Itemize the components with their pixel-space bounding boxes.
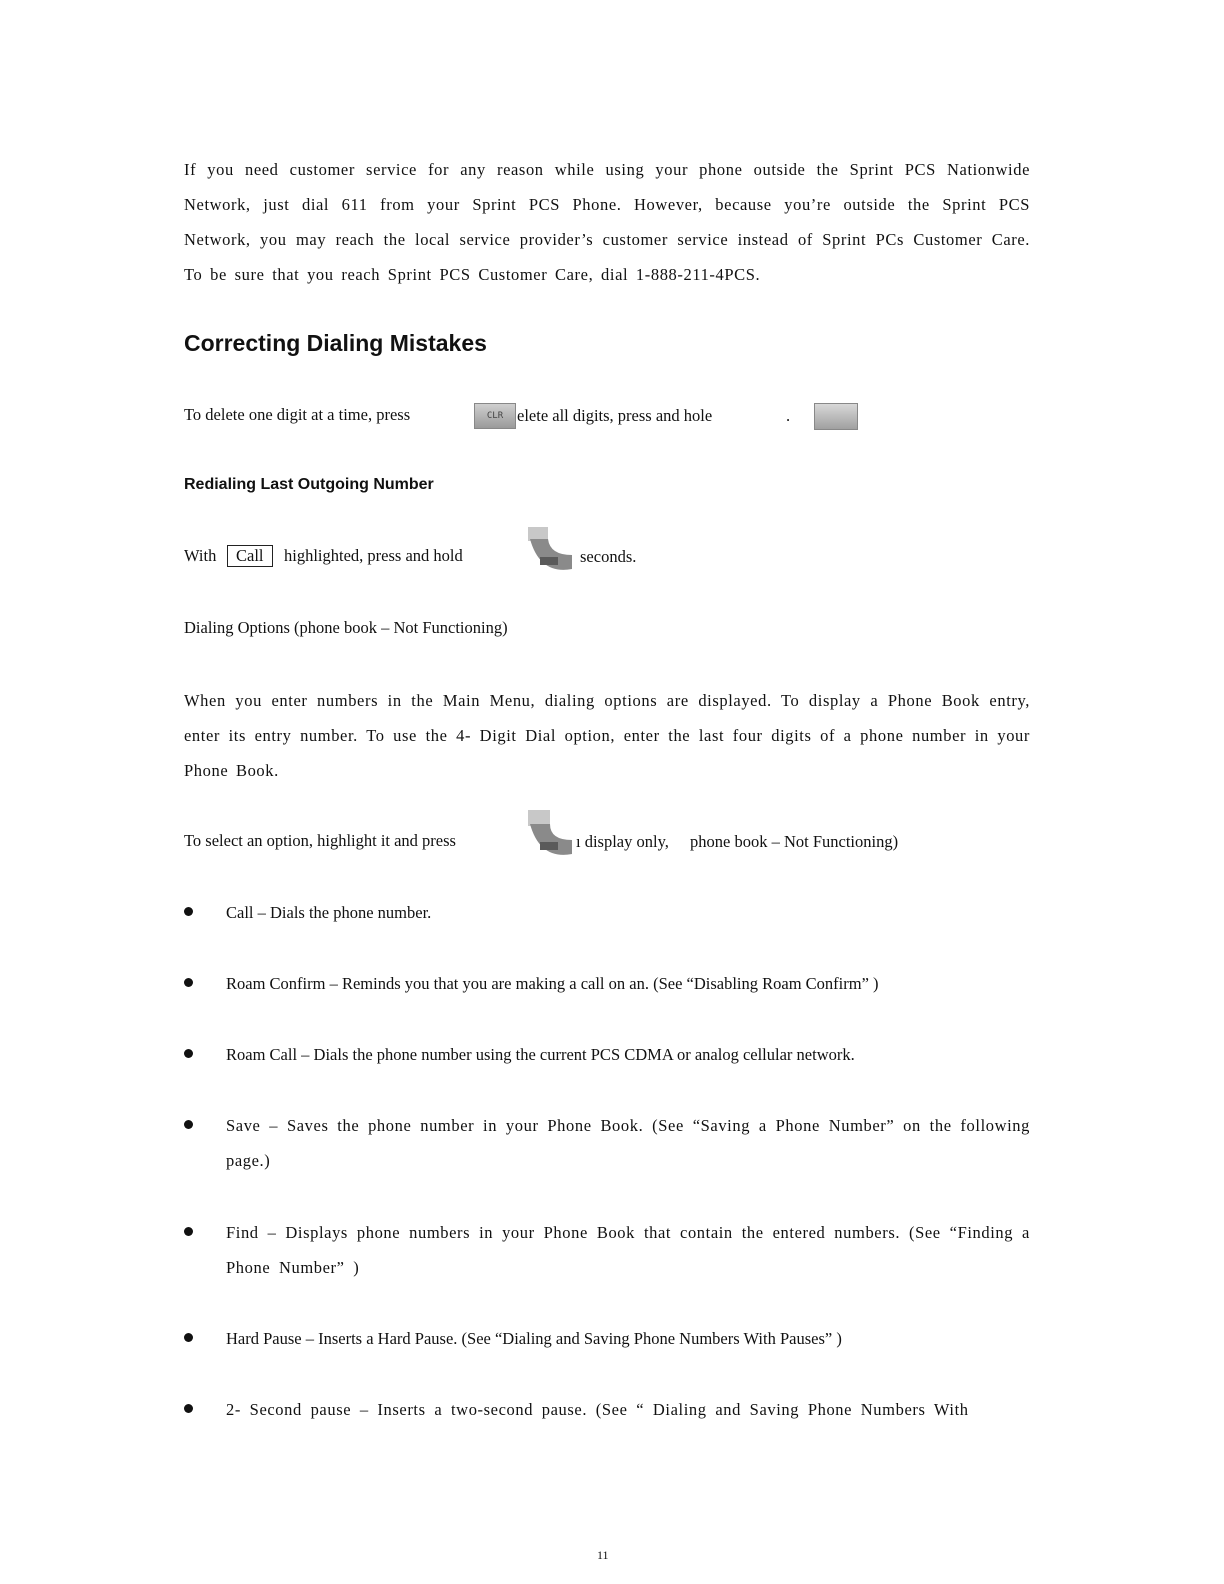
call-softkey-label: Call: [227, 545, 273, 567]
intro-paragraph: If you need customer service for any reason while using your phone outside the Sprint PCS Nationwide Network, just dial 611 from your Sprint PCS Phone. However, because you’re outside the Sprint PCS Network, you may reach the local service provider’s customer service instead of Sprint PCs Customer Care. To be sure that you reach Sprint PCS Customer Care, dial 1-888-211-4PCS.: [184, 160, 1030, 284]
bullet-icon: [184, 1120, 193, 1129]
select-text-3: phone book – Not Functioning): [690, 832, 899, 851]
clr-key-icon: CLR: [474, 403, 516, 429]
bullet-save: Save – Saves the phone number in your Phone Book. (See “Saving a Phone Number” on the following page.): [226, 1116, 1030, 1170]
bullet-call: Call – Dials the phone number.: [226, 903, 432, 922]
dialing-options-label: Dialing Options (phone book – Not Functioning): [184, 618, 508, 637]
bullet-roam-confirm: Roam Confirm – Reminds you that you are making a call on an. (See “Disabling Roam Confirm” ): [226, 974, 879, 993]
send-key-icon: [526, 525, 576, 579]
heading-redialing: Redialing Last Outgoing Number: [184, 476, 434, 493]
bullet-icon: [184, 1227, 193, 1236]
bullet-icon: [184, 1333, 193, 1342]
redial-text-1: With: [184, 546, 217, 565]
options-paragraph: When you enter numbers in the Main Menu, dialing options are displayed. To display a Phone Book entry, enter its entry number. To use the 4- Digit Dial option, enter the last four digits of a phone number in your Phone Book.: [184, 691, 1030, 780]
bullet-two-second-pause: 2- Second pause – Inserts a two-second pause. (See “ Dialing and Saving Phone Numbers With: [226, 1400, 969, 1419]
delete-line-text-2: elete all digits, press and hole: [517, 406, 713, 425]
send-key-icon-2: [526, 808, 576, 862]
bullet-icon: [184, 978, 193, 987]
bullet-icon: [184, 1049, 193, 1058]
heading-correcting-dialing-mistakes: Correcting Dialing Mistakes: [184, 330, 487, 356]
bullet-icon: [184, 1404, 193, 1413]
clr-hold-key-icon: [814, 403, 858, 430]
call-softkey: [227, 545, 273, 567]
page-number: 11: [597, 1548, 609, 1562]
bullet-roam-call: Roam Call – Dials the phone number using the current PCS CDMA or analog cellular network.: [226, 1045, 855, 1064]
delete-line-text-3: .: [786, 406, 791, 425]
bullet-find: Find – Displays phone numbers in your Phone Book that contain the entered numbers. (See “Finding a Phone Number” ): [226, 1223, 1030, 1277]
bullet-hard-pause: Hard Pause – Inserts a Hard Pause. (See “Dialing and Saving Phone Numbers With Pauses” ): [226, 1329, 842, 1348]
redial-text-2: highlighted, press and hold: [284, 546, 463, 565]
select-text-1: To select an option, highlight it and press: [184, 831, 456, 850]
redial-text-3: seconds.: [580, 547, 637, 566]
select-text-2: ı display only,: [576, 832, 669, 851]
bullet-icon: [184, 907, 193, 916]
delete-line-text-1: To delete one digit at a time, press: [184, 405, 411, 424]
